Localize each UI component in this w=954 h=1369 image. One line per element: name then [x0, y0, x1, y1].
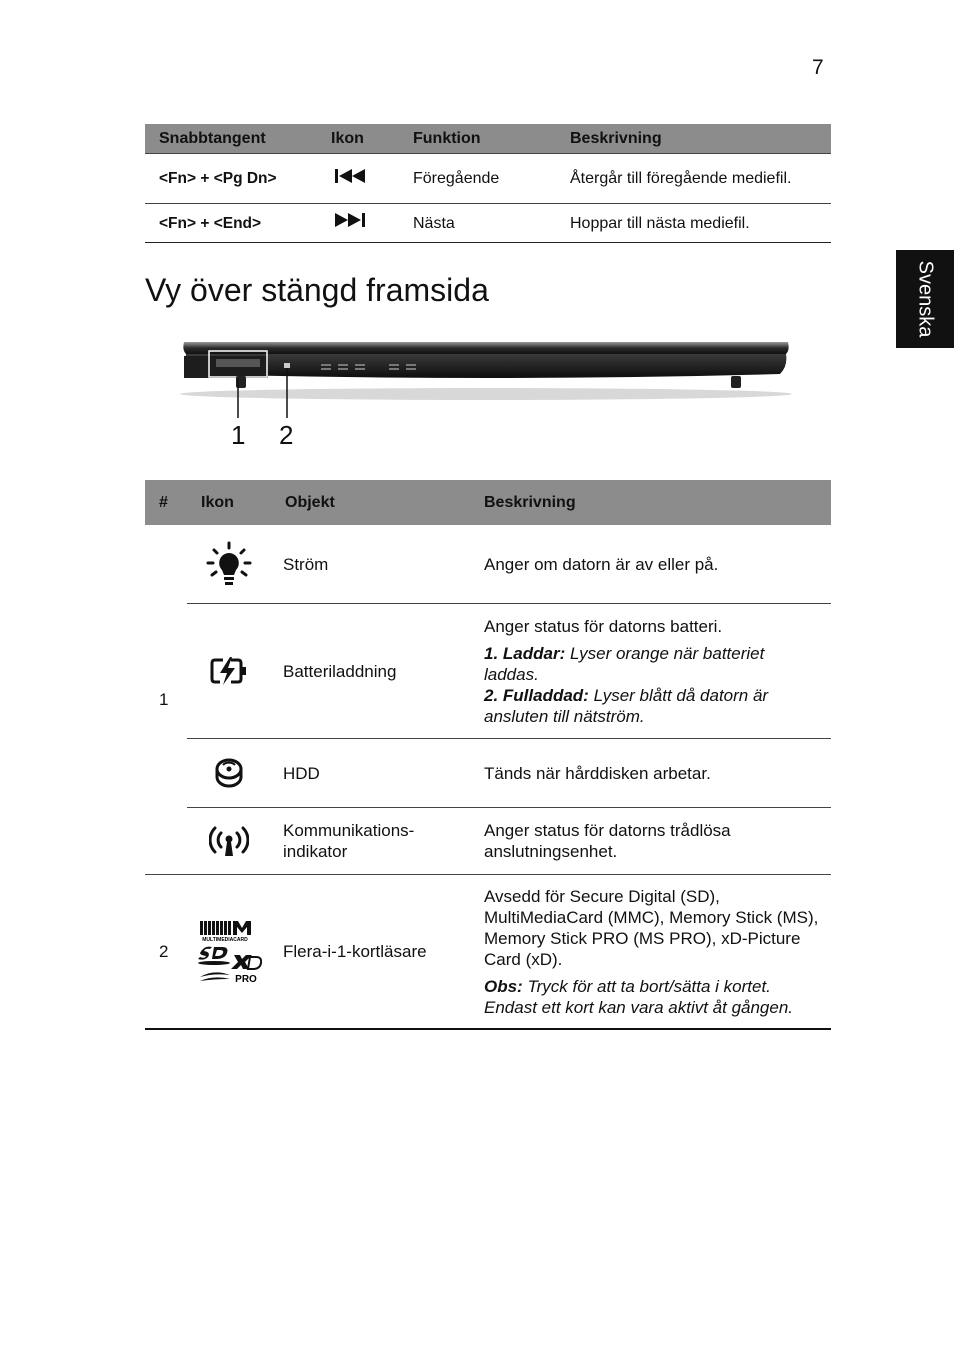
items-table	[145, 480, 831, 1030]
object-cell: Ström	[271, 525, 470, 604]
description-cell	[470, 739, 831, 808]
svg-text:PRO: PRO	[235, 973, 257, 985]
table-row	[145, 204, 831, 243]
section-title: Vy över stängd framsida	[145, 272, 489, 308]
description-cell: Återgår till föregående mediefil.	[556, 154, 831, 204]
table-row	[145, 525, 831, 604]
table-row	[145, 875, 831, 1030]
row-number: 2	[145, 875, 187, 1030]
header-description: Beskrivning	[470, 480, 831, 525]
description-cell: Hoppar till nästa mediefil.	[556, 204, 831, 243]
wireless-icon	[187, 808, 271, 875]
header-description: Beskrivning	[556, 124, 831, 154]
header-icon: Ikon	[187, 480, 271, 525]
language-label: Svenska	[914, 260, 937, 338]
laptop-front-view-figure	[176, 332, 796, 422]
hotkeys-table	[145, 124, 831, 243]
callout-1: 1	[231, 420, 246, 450]
description-text: Tänds när hårddisken arbetar.	[484, 763, 711, 783]
function-cell: Föregående	[399, 154, 556, 204]
note-label: 2. Fulladdad:	[484, 685, 589, 705]
description-text: Anger om datorn är av eller på.	[484, 554, 719, 574]
description-text: Anger status för datorns batteri.	[484, 616, 723, 636]
object-cell: HDD	[271, 739, 470, 808]
header-icon: Ikon	[317, 124, 399, 154]
note-text: Tryck för att ta bort/sätta i kortet. Endast ett kort kan vara aktivt åt gången.	[484, 976, 794, 1017]
description-note	[484, 976, 821, 1018]
table-row	[145, 604, 831, 739]
note-label: 1. Laddar:	[484, 643, 566, 663]
table-row	[145, 154, 831, 204]
power-light-icon	[187, 525, 271, 604]
header-hotkey: Snabbtangent	[145, 124, 317, 154]
hotkey-cell: <Fn> + <Pg Dn>	[145, 154, 317, 204]
row-number: 1	[145, 525, 187, 875]
hdd-icon	[187, 739, 271, 808]
note-text: Lyser blått då datorn är ansluten till nätström.	[484, 685, 769, 726]
header-object: Objekt	[271, 480, 470, 525]
object-cell: Batteriladdning	[271, 604, 470, 739]
header-number: #	[145, 480, 187, 525]
card-reader-logos-icon	[187, 875, 271, 1030]
table-row	[145, 808, 831, 875]
note-text: Lyser orange när batteriet laddas.	[484, 643, 765, 684]
description-text: Avsedd för Secure Digital (SD), MultiMediaCard (MMC), Memory Stick (MS), Memory Stick PRO (MS PRO), xD-Picture Card (xD).	[484, 886, 819, 969]
battery-charging-icon	[187, 604, 271, 739]
description-text: Anger status för datorns trådlösa anslutningsenhet.	[484, 821, 731, 861]
header-function: Funktion	[399, 124, 556, 154]
hotkey-cell: <Fn> + <End>	[145, 204, 317, 243]
page-number: 7	[812, 56, 824, 79]
callout-2: 2	[279, 420, 294, 450]
description-cell	[470, 525, 831, 604]
table-row	[145, 739, 831, 808]
description-notes	[484, 643, 821, 727]
next-track-icon	[317, 204, 399, 243]
object-cell: Kommunikations-indikator	[271, 808, 470, 875]
note-label: Obs:	[484, 976, 523, 996]
svg-text:MULTIMEDIACARD: MULTIMEDIACARD	[202, 936, 248, 943]
previous-track-icon	[317, 154, 399, 204]
language-side-tab	[896, 250, 954, 348]
description-cell	[470, 875, 831, 1030]
description-cell	[470, 604, 831, 739]
description-cell	[470, 808, 831, 875]
function-cell: Nästa	[399, 204, 556, 243]
object-cell: Flera-i-1-kortläsare	[271, 875, 470, 1030]
